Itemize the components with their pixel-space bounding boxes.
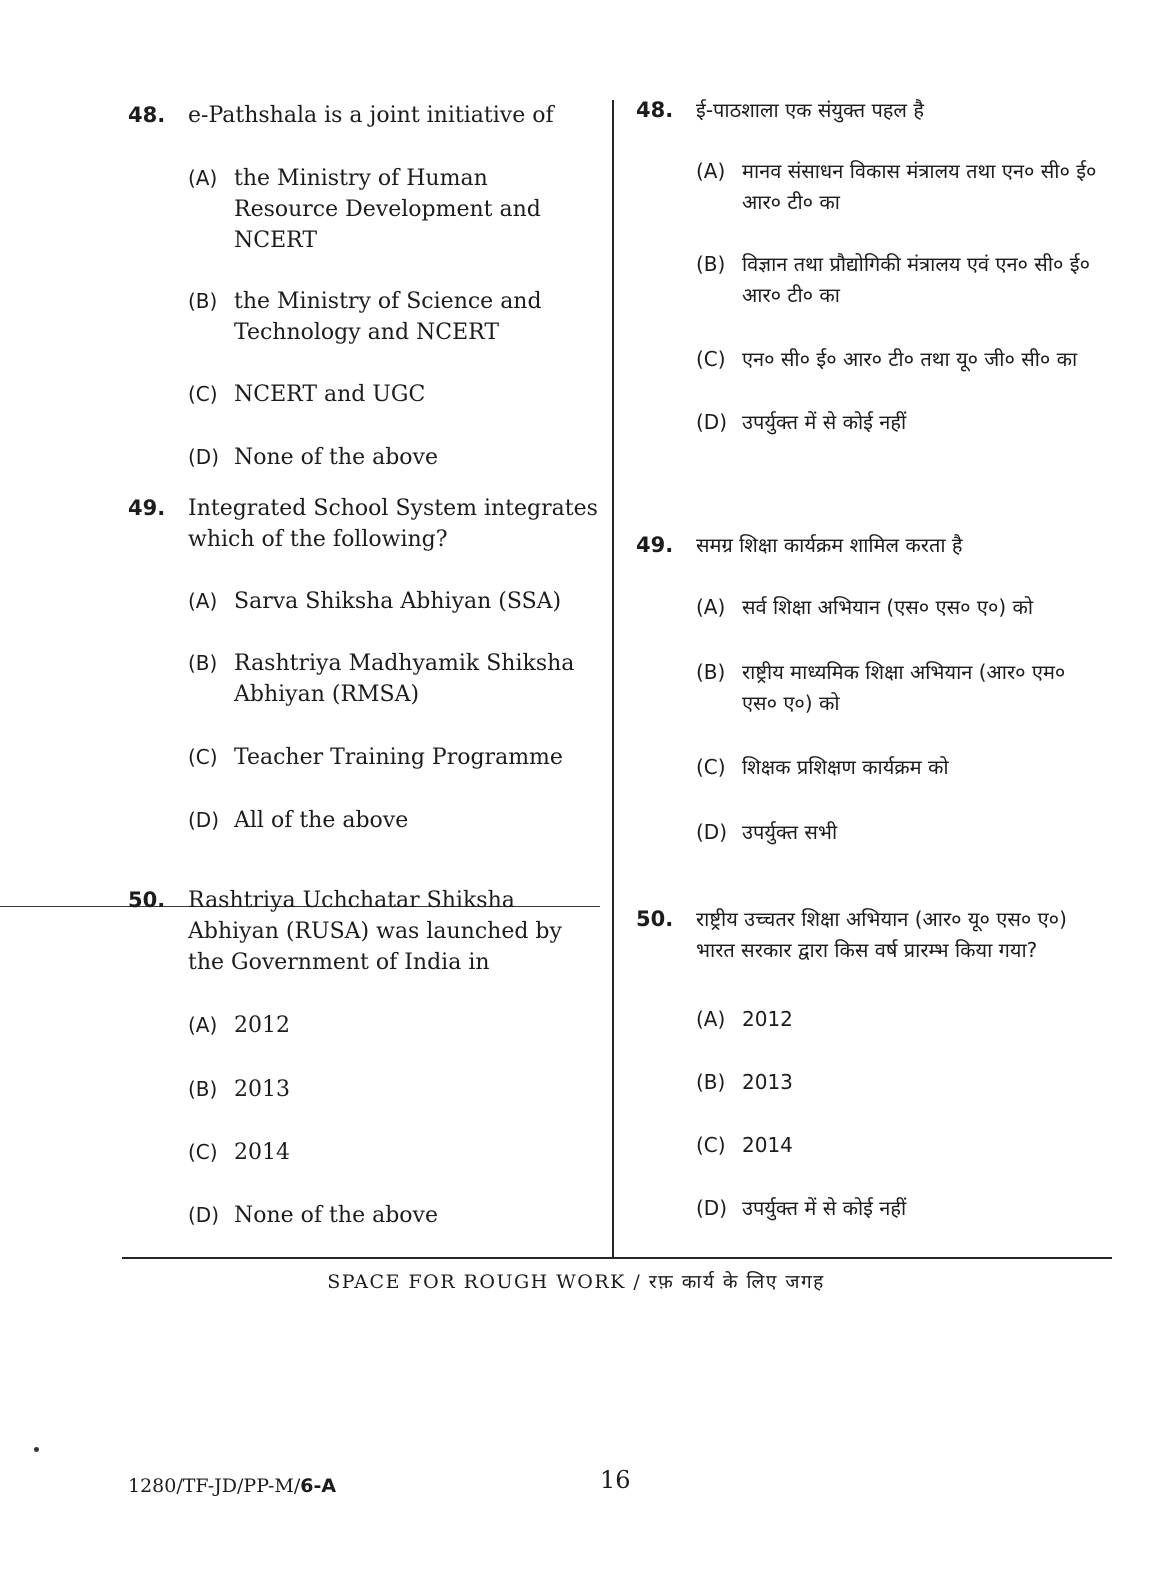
question-text: ई-पाठशाला एक संयुक्त पहल है (696, 98, 924, 122)
option-b: (B) 2013 (188, 1077, 290, 1102)
paper-code: 1280/TF-JD/PP-M/6-A (128, 1475, 337, 1497)
question-50-en (128, 885, 598, 1231)
question-text: e-Pathshala is a joint initiative of (188, 103, 554, 128)
option-b: (B) the Ministry of Science and Technology and NCERT (188, 289, 542, 345)
option-a: (A) 2012 (188, 1013, 290, 1038)
option-b: (B) Rashtriya Madhyamik Shiksha Abhiyan (RMSA) (188, 651, 575, 707)
question-number: 49. (636, 533, 674, 557)
rough-work-caption: SPACE FOR ROUGH WORK / रफ़ कार्य के लिए जगह (327, 1271, 825, 1293)
question-48-en (128, 100, 598, 473)
question-number: 49. (128, 496, 166, 520)
option-d: (D) उपर्युक्त सभी (696, 820, 838, 844)
option-c: (C) Teacher Training Programme (188, 745, 563, 770)
question-text: Integrated School System integrates which of the following? (188, 496, 598, 552)
option-a: (A) सर्व शिक्षा अभियान (एस० एस० ए०) को (696, 595, 1034, 619)
page-number: 16 (600, 1466, 631, 1494)
option-c: (C) 2014 (188, 1140, 290, 1165)
question-text: Rashtriya Uchchatar Shiksha Abhiyan (RUSA) was launched by the Government of India in (188, 888, 562, 975)
option-d: (D) उपर्युक्त में से कोई नहीं (696, 410, 907, 434)
option-b: (B) 2013 (696, 1070, 793, 1094)
option-d: (D) None of the above (188, 1203, 438, 1228)
option-b: (B) विज्ञान तथा प्रौद्योगिकी मंत्रालय एवं एन० सी० ई० आर० टी० का (696, 252, 1090, 307)
option-c: (C) एन० सी० ई० आर० टी० तथा यू० जी० सी० का (696, 347, 1078, 371)
option-c: (C) 2014 (696, 1133, 793, 1157)
question-number: 50. (636, 907, 674, 931)
option-c: (C) शिक्षक प्रशिक्षण कार्यक्रम को (696, 755, 949, 779)
stray-dot (34, 1447, 39, 1452)
question-49-en (128, 493, 598, 836)
option-a: (A) 2012 (696, 1007, 793, 1031)
option-a: (A) the Ministry of Human Resource Development and NCERT (188, 166, 541, 253)
question-number: 48. (128, 103, 166, 127)
option-a: (A) मानव संसाधन विकास मंत्रालय तथा एन० सी० ई० आर० टी० का (696, 159, 1097, 214)
option-d: (D) None of the above (188, 445, 438, 470)
question-48-hi (636, 95, 1106, 438)
option-a: (A) Sarva Shiksha Abhiyan (SSA) (188, 589, 562, 614)
question-number: 48. (636, 98, 674, 122)
option-d: (D) All of the above (188, 808, 409, 833)
question-number: 50. (128, 888, 166, 912)
question-text: समग्र शिक्षा कार्यक्रम शामिल करता है (696, 533, 963, 557)
question-50-hi (636, 904, 1106, 1224)
option-d: (D) उपर्युक्त में से कोई नहीं (696, 1196, 907, 1220)
option-b: (B) राष्ट्रीय माध्यमिक शिक्षा अभियान (आर० एम० एस० ए०) को (696, 660, 1066, 715)
column-divider (612, 100, 614, 1258)
question-text: राष्ट्रीय उच्चतर शिक्षा अभियान (आर० यू० एस० ए०) भारत सरकार द्वारा किस वर्ष प्रारम्भ किया गया? (696, 907, 1067, 962)
bottom-rule (122, 1257, 1112, 1259)
option-c: (C) NCERT and UGC (188, 382, 426, 407)
question-49-hi (636, 530, 1106, 848)
